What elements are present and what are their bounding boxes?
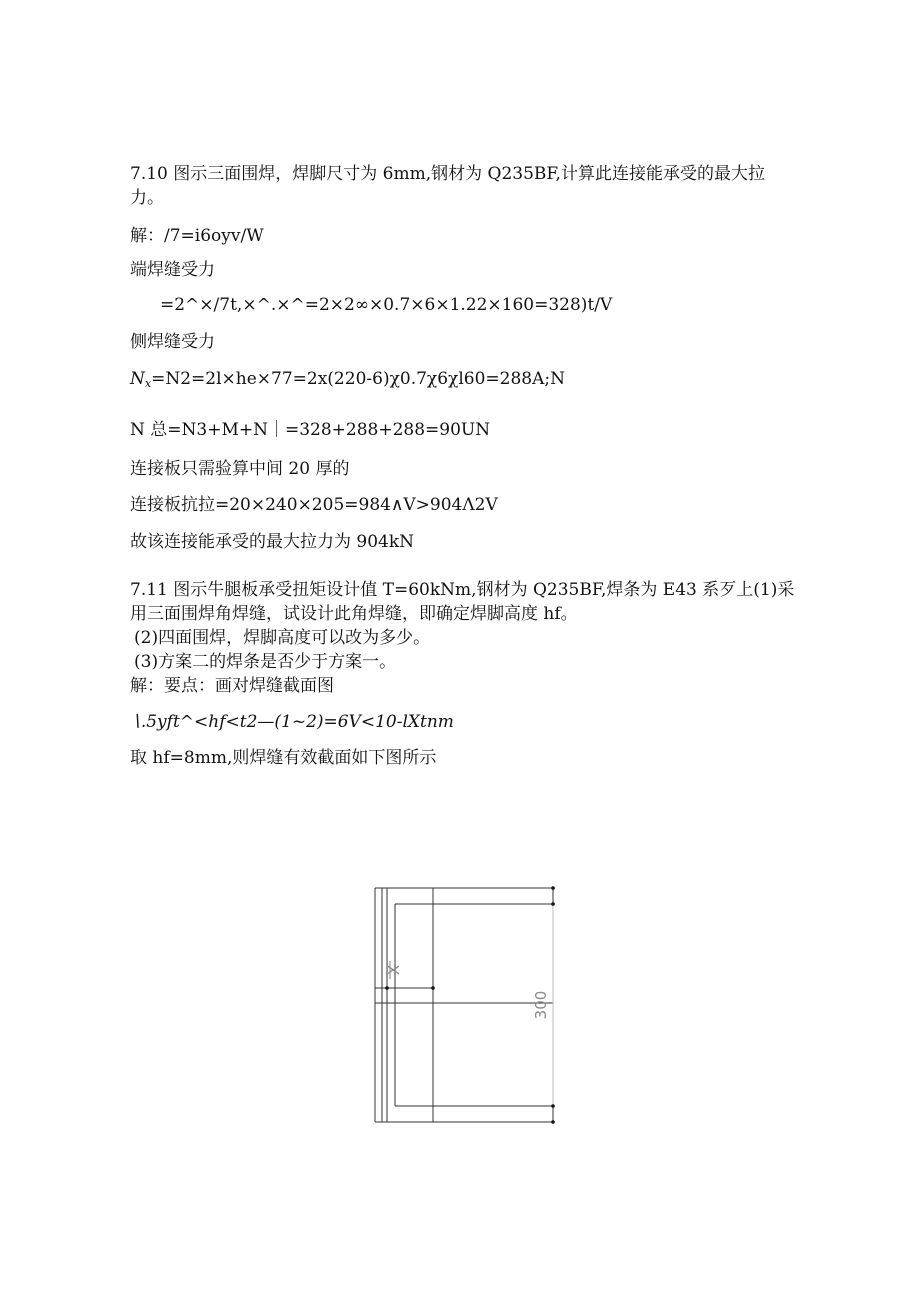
side-weld-formula-sub: x xyxy=(144,377,152,390)
problem-710-line1: 7.10 图示三面围焊，焊脚尺寸为 6mm,钢材为 Q235BF,计算此连接能承受的最大拉 xyxy=(130,164,765,184)
problem-711-formula: ∖.5yft^<hf<t2—(1~2)=6V<10-lXtnm xyxy=(130,712,454,732)
corner-dot-bottom-right xyxy=(551,1120,555,1124)
side-weld-formula-n: N xyxy=(130,369,145,389)
problem-711-line1: 7.11 图示牛腿板承受扭矩设计值 T=60kNm,钢材为 Q235BF,焊条为 E43 系歹上(1)采 xyxy=(130,580,795,600)
problem-710-line2: 力。 xyxy=(130,188,164,208)
plate-note: 连接板只需验算中间 20 厚的 xyxy=(130,459,350,479)
problem-711-line2: 用三面围焊角焊缝，试设计此角焊缝，即确定焊脚高度 hf。 xyxy=(130,604,578,624)
problem-711-line3: (2)四面围焊，焊脚高度可以改为多少。 xyxy=(134,628,431,648)
centroid-dot-right xyxy=(431,986,435,990)
total-force: N 总=N3+M+N｜=328+288+288=90UN xyxy=(130,420,491,440)
side-weld-heading: 侧焊缝受力 xyxy=(130,332,215,352)
corner-dot-bottom-right-inner xyxy=(551,1104,555,1108)
problem-711-solution: 解：要点：画对焊缝截面图 xyxy=(130,676,334,696)
corner-dot-top-right xyxy=(551,886,555,890)
side-weld-formula-rest: =N2=2l×he×77=2x(220-6)χ0.7χ6χl60=288A;N xyxy=(151,369,565,389)
conclusion-710: 故该连接能承受的最大拉力为 904kN xyxy=(130,532,415,552)
corner-dot-top-right-inner xyxy=(551,902,555,906)
end-weld-formula: =2^×∕7t,×^.×^=2×2∞×0.7×6×1.22×160=328)t∕V xyxy=(160,295,613,315)
diagram-label-300: 300 xyxy=(532,990,550,1020)
problem-711-choice: 取 hf=8mm,则焊缝有效截面如下图所示 xyxy=(130,748,437,768)
diagram-label-x: X xyxy=(385,964,403,976)
problem-710-solution: 解：/7=i6oyv∕W xyxy=(130,226,264,246)
plate-tension: 连接板抗拉=20×240×205=984∧V>904Λ2V xyxy=(130,495,498,515)
end-weld-heading: 端焊缝受力 xyxy=(130,260,215,280)
centroid-dot-left xyxy=(385,986,389,990)
problem-711-line4: (3)方案二的焊条是否少于方案一。 xyxy=(134,652,397,672)
